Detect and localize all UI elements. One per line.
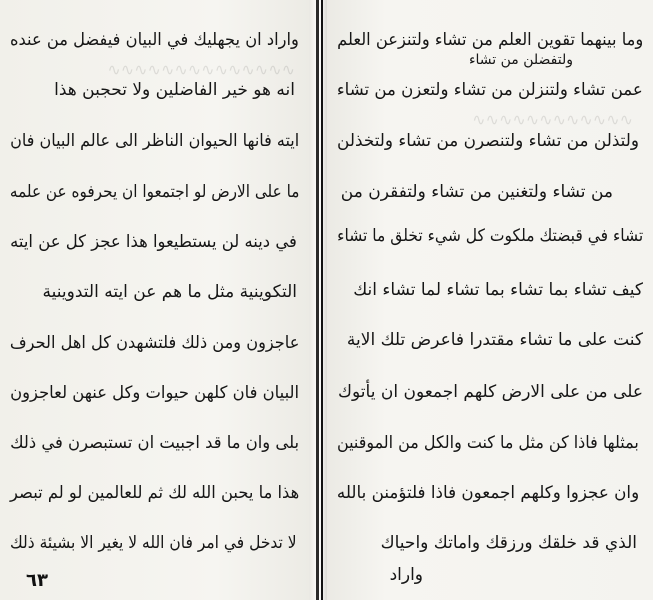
right-line-10: وان عجزوا وكلهم اجمعون فاذا فلتؤمنن بالله <box>336 483 639 503</box>
right-line-12-catchword: واراد <box>389 565 423 585</box>
left-line-4: ما على الارض لو اجتمعوا ان يحرفوه عن علمه <box>9 182 299 202</box>
left-line-8: البيان فان كلهن حيوات وكل عنهن لعاجزون <box>10 383 299 403</box>
left-page <box>0 0 309 600</box>
right-line-7: كنت على ما تشاء مقتدرا فاعرض تلك الاية <box>346 330 643 350</box>
right-line-8: على من على الارض كلهم اجمعون ان يأتوك <box>338 382 643 402</box>
bleed-through-text: ∿∿∿∿∿∿∿∿∿∿∿∿ <box>472 110 633 129</box>
right-line-3: ولتذلن من تشاء ولتنصرن من تشاء ولتخذلن <box>337 131 639 151</box>
right-line-5: تشاء في قبضتك ملكوت كل شيء تخلق ما تشاء <box>336 226 643 246</box>
gutter-rule-thick <box>316 0 319 600</box>
right-page <box>327 0 653 600</box>
page-number: ٦٣ <box>26 570 48 591</box>
right-line-2: عمن تشاء ولتنزلن من تشاء ولتعزن من تشاء <box>337 80 643 100</box>
left-line-7: عاجزون ومن ذلك فلتشهدن كل اهل الحرف <box>9 333 299 353</box>
left-line-1: واراد ان يجهليك في البيان فيفضل من عنده <box>10 30 299 50</box>
left-line-2: انه هو خير الفاضلين ولا تحجبن هذا <box>54 80 295 100</box>
left-line-6: التكوينية مثل ما هم عن ايته التدوينية <box>42 282 297 302</box>
right-line-9: بمثلها فاذا كن مثل ما كنت والكل من الموقنين <box>337 433 639 453</box>
left-line-11: لا تدخل في امر فان الله لا يغير الا بشيئة ذلك <box>10 533 297 553</box>
right-line-1: وما بينهما تقوين العلم من تشاء ولتنزعن العلم <box>336 30 643 50</box>
left-line-3: ايته فانها الحيوان الناظر الى عالم البيان فان <box>9 131 299 151</box>
right-line-11: الذي قد خلقك ورزقك واماتك واحياك <box>380 533 637 553</box>
left-line-9: بلى وان ما قد اجبيت ان تستبصرن في ذلك <box>10 433 299 453</box>
left-line-5: في دينه لن يستطيعوا هذا عجز كل عن ايته <box>10 232 297 252</box>
bleed-through-text: ∿∿∿∿∿∿∿∿∿∿∿∿∿∿ <box>107 60 295 79</box>
right-line-1-insertion: ولتفضلن من تشاء <box>468 52 573 68</box>
left-line-10: هذا ما يحبن الله لك ثم للعالمين لو لم تبصر <box>9 483 299 503</box>
right-line-6: كيف تشاء بما تشاء بما تشاء لما تشاء انك <box>353 280 643 300</box>
right-line-4: من تشاء ولتغنين من تشاء ولتفقرن من <box>340 182 613 202</box>
gutter-rule-thin <box>321 0 323 600</box>
